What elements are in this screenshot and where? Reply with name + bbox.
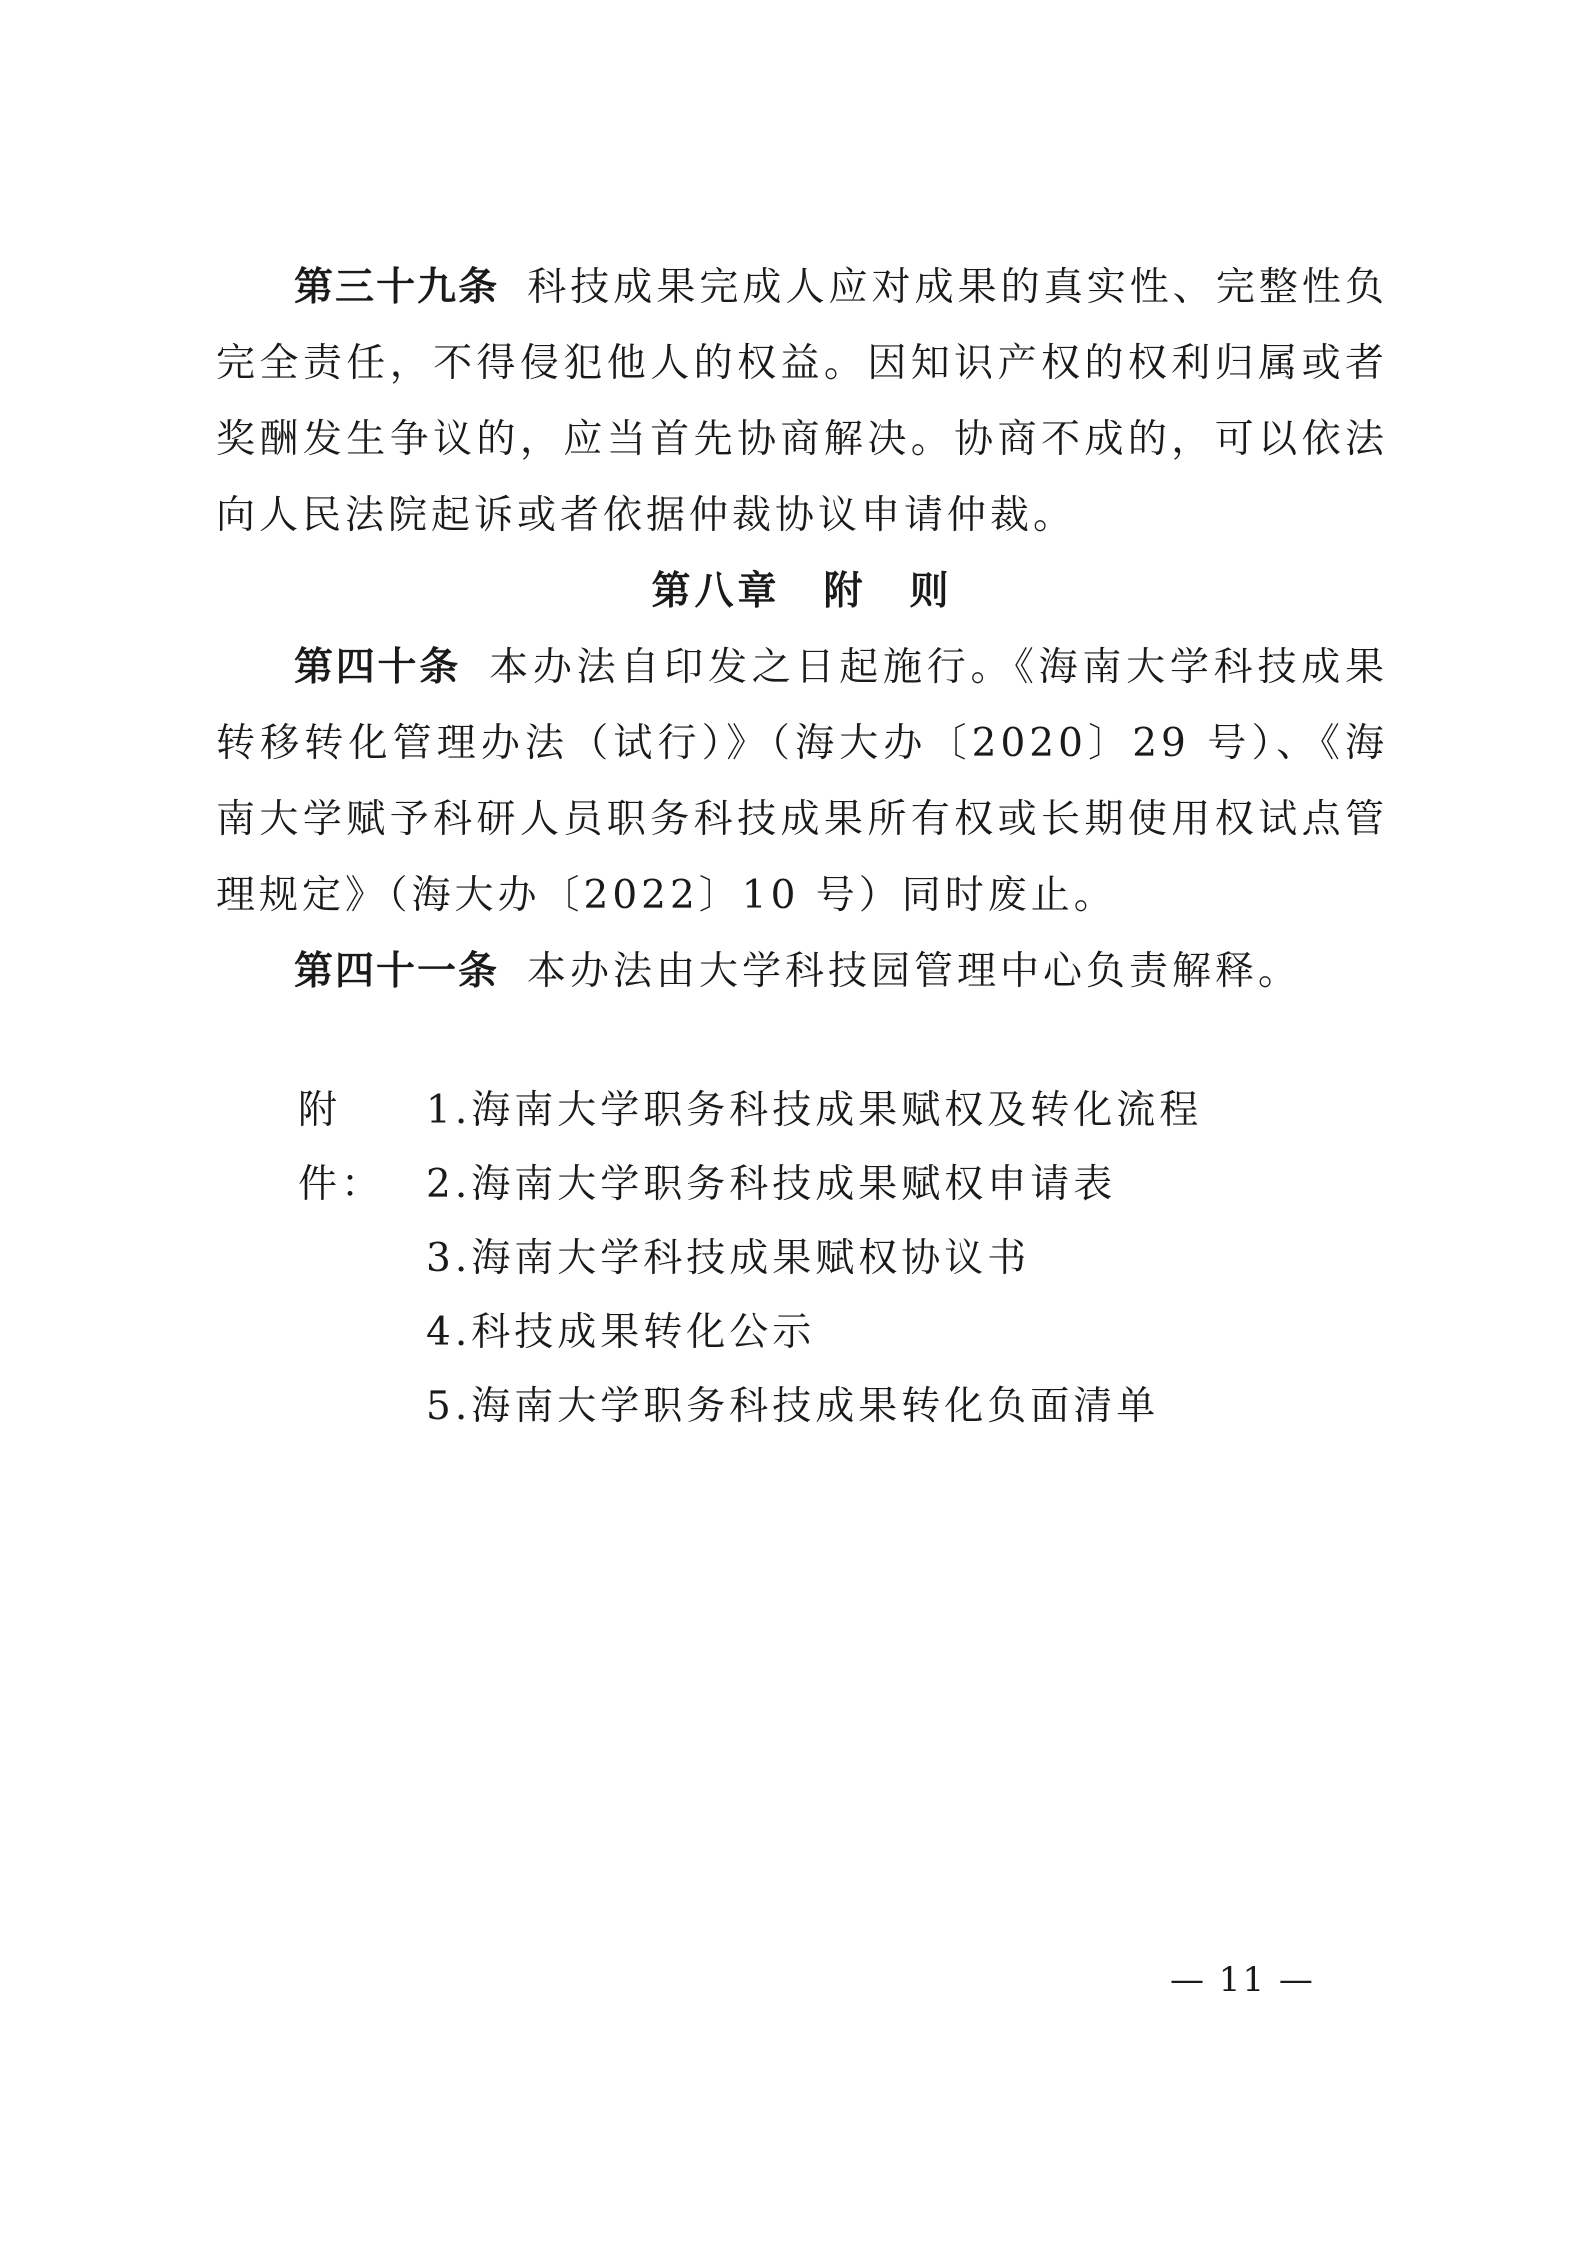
- article-40-text: 本办法自印发之日起施行。《海南大学科技成果转移转化管理办法（试行）》（海大办〔2020〕29 号）、《海南大学赋予科研人员职务科技成果所有权或长期使用权试点管理规定》（海大办〔2022〕10 号）同时废止。: [216, 645, 1388, 918]
- article-41-text: 本办法由大学科技园管理中心负责解释。: [527, 949, 1302, 994]
- document-body: [216, 250, 1388, 1010]
- attachment-item: 2.海南大学职务科技成果赋权申请表: [426, 1162, 1117, 1207]
- attachment-item: 3.海南大学科技成果赋权协议书: [426, 1236, 1031, 1281]
- attachments-list: [298, 1074, 1202, 1444]
- article-41-number: 第四十一条: [294, 949, 500, 994]
- article-39-number: 第三十九条: [294, 265, 500, 310]
- article-39: [216, 250, 1388, 554]
- attachment-row: [298, 1370, 1202, 1444]
- attachment-row: [298, 1222, 1202, 1296]
- attachments-label: 附件：: [298, 1088, 385, 1207]
- page-number: — 11 —: [1170, 1960, 1315, 2000]
- article-40: [216, 630, 1388, 934]
- attachment-item: 1.海南大学职务科技成果赋权及转化流程: [426, 1088, 1203, 1133]
- article-40-number: 第四十条: [294, 645, 462, 690]
- attachment-item: 4.科技成果转化公示: [426, 1310, 816, 1355]
- chapter-8-heading: 第八章 附 则: [651, 569, 953, 614]
- attachment-row: [298, 1296, 1202, 1370]
- attachment-item: 5.海南大学职务科技成果转化负面清单: [426, 1384, 1160, 1429]
- attachment-row: [298, 1148, 1202, 1222]
- article-41: [216, 934, 1388, 1010]
- article-39-text: 科技成果完成人应对成果的真实性、完整性负完全责任，不得侵犯他人的权益。因知识产权的权利归属或者奖酬发生争议的，应当首先协商解决。协商不成的，可以依法向人民法院起诉或者依据仲裁协议申请仲裁。: [216, 265, 1388, 538]
